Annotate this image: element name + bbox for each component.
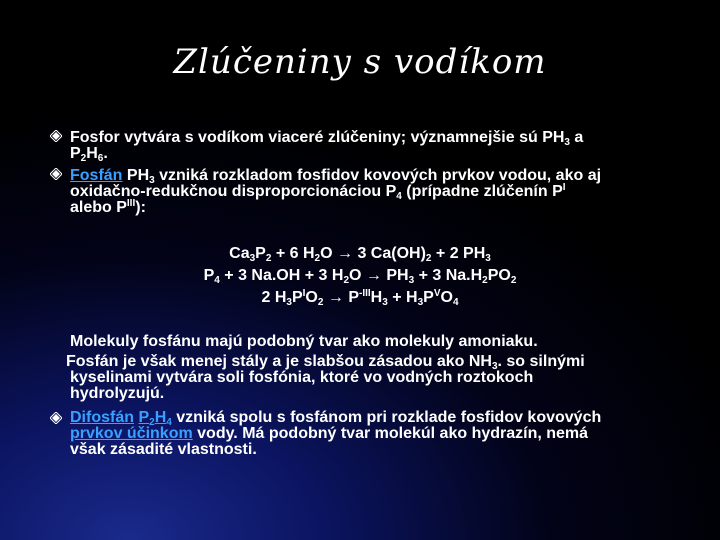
fosfan-link[interactable]: Fosfán xyxy=(70,167,123,184)
difosfan-link[interactable]: Difosfán xyxy=(70,409,134,426)
p2h4-link[interactable]: $P_2H_4$ xyxy=(138,409,172,428)
bullet-1-text: Fosfor vytvára s vodíkom viaceré zlúčeniny; významnejšie sú $PH_3$ a $P_2H_6$. xyxy=(70,129,584,164)
diamond-bullet-icon xyxy=(50,168,62,180)
equation-2: $P_4 + 3$ Na.OH + 3 $H_2O \to PH_3 + 3$ $Na.H_2PO_2$ xyxy=(203,267,517,286)
bullet-2-text: Fosfán $PH_3$ vzniká rozkladom fosfidov kovových prvkov vodou, ako aj oxidačno-redukčnou disproporcionáciou $P_4$ (prípadne zlúčenín $P^I$ alebo $P^{III}$): xyxy=(70,167,602,216)
prvkov-ucinkom-link[interactable]: prvkov účinkom xyxy=(70,425,193,442)
paragraph-molekuly: Molekuly fosfánu majú podobný tvar ako molekuly amoniaku. xyxy=(70,333,538,350)
paragraph-fosfan: Fosfán je však menej stály a je slabšou zásadou ako $NH_3$. so silnými kyselinami vytvára soli fosfónia, ktoré vo vodných roztokoch hydrolyzujú. xyxy=(66,353,585,402)
bullet-3-text: Difosfán $P_2H_4$ vzniká spolu s fosfánom pri rozklade fosfidov kovových prvkov účinkom vody. Má podobný tvar molekúl ako hydrazín, nemá však zásadité vlastnosti. xyxy=(70,409,602,458)
diamond-bullet-icon xyxy=(50,130,62,142)
diamond-bullet-icon xyxy=(50,412,62,424)
equation-3: 2 $H_3P^IO_2 \to P^{-III}H_3 + H_3P^VO_4$ xyxy=(261,288,459,308)
slide-title: Zlúčeniny s vodíkom xyxy=(173,42,547,82)
equation-1: $Ca_3P_2 + 6$ $H_2O \to 3$ $Ca(OH)_2 + 2$ $PH_3$ xyxy=(229,245,491,264)
